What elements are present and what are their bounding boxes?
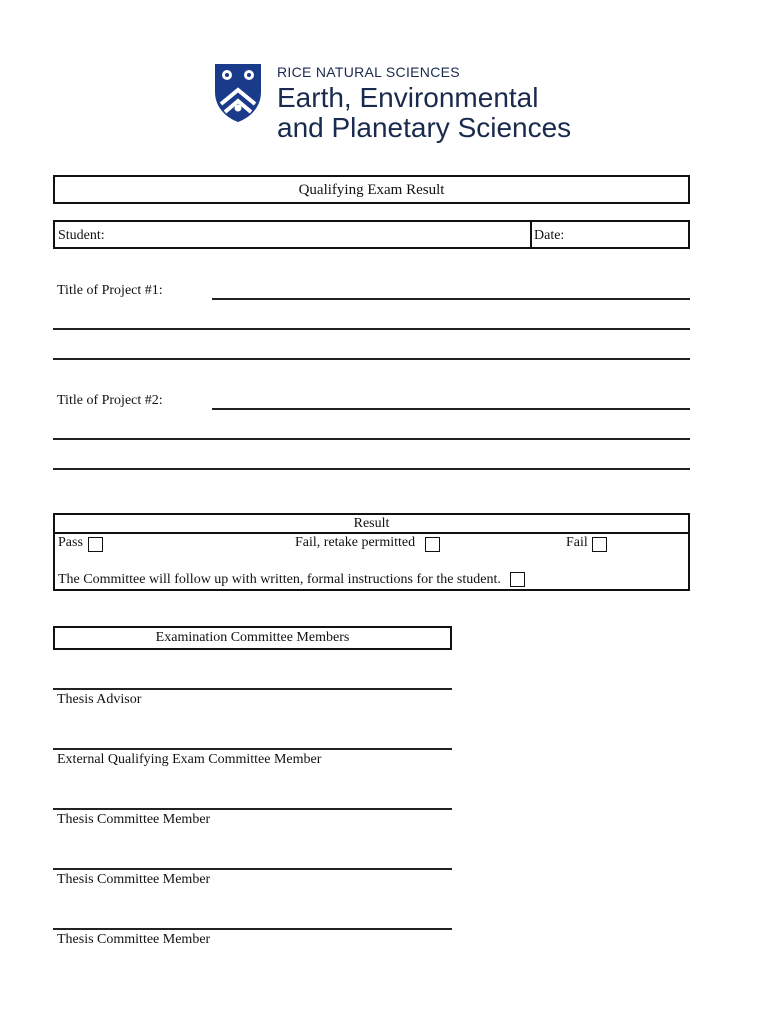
retake-checkbox[interactable]: [425, 537, 440, 552]
logo: [213, 62, 573, 146]
result-body-box: [53, 532, 690, 591]
form-title: Qualifying Exam Result: [298, 182, 445, 198]
date-field[interactable]: [577, 224, 685, 245]
retake-label: Fail, retake permitted: [295, 535, 416, 550]
rice-shield-icon: [213, 62, 263, 124]
committee-role-3: Thesis Committee Member: [57, 812, 211, 827]
project1-line-2[interactable]: [53, 328, 690, 330]
fail-label: Fail: [566, 535, 588, 550]
signature-line-3[interactable]: [53, 808, 452, 810]
committee-role-4: Thesis Committee Member: [57, 872, 211, 887]
date-label: Date:: [534, 228, 565, 243]
committee-header: Examination Committee Members: [155, 630, 350, 645]
result-header-box: [53, 513, 690, 534]
committee-role-1: Thesis Advisor: [57, 692, 142, 707]
student-label: Student:: [58, 228, 105, 243]
project2-line-2[interactable]: [53, 438, 690, 440]
logo-dept-line1: Earth, Environmental: [277, 82, 539, 113]
signature-line-1[interactable]: [53, 688, 452, 690]
fail-checkbox[interactable]: [592, 537, 607, 552]
project2-line-1[interactable]: [212, 408, 690, 410]
signature-line-5[interactable]: [53, 928, 452, 930]
student-date-divider: [530, 222, 532, 247]
followup-text: The Committee will follow up with written, formal instructions for the student.: [58, 572, 501, 587]
signature-line-2[interactable]: [53, 748, 452, 750]
form-title-box: [53, 175, 690, 204]
project2-line-3[interactable]: [53, 468, 690, 470]
pass-label: Pass: [58, 535, 83, 550]
result-header: Result: [353, 516, 390, 531]
project1-label: Title of Project #1:: [57, 283, 163, 298]
signature-line-4[interactable]: [53, 868, 452, 870]
followup-checkbox[interactable]: [510, 572, 525, 587]
project2-label: Title of Project #2:: [57, 393, 163, 408]
logo-dept-line2: and Planetary Sciences: [277, 112, 572, 143]
project1-line-1[interactable]: [212, 298, 690, 300]
student-field[interactable]: [115, 224, 520, 245]
student-date-box: [53, 220, 690, 249]
logo-org: RICE NATURAL SCIENCES: [277, 64, 460, 80]
committee-header-box: [53, 626, 452, 650]
pass-checkbox[interactable]: [88, 537, 103, 552]
committee-role-5: Thesis Committee Member: [57, 932, 211, 947]
committee-role-2: External Qualifying Exam Committee Member: [57, 752, 322, 767]
project1-line-3[interactable]: [53, 358, 690, 360]
